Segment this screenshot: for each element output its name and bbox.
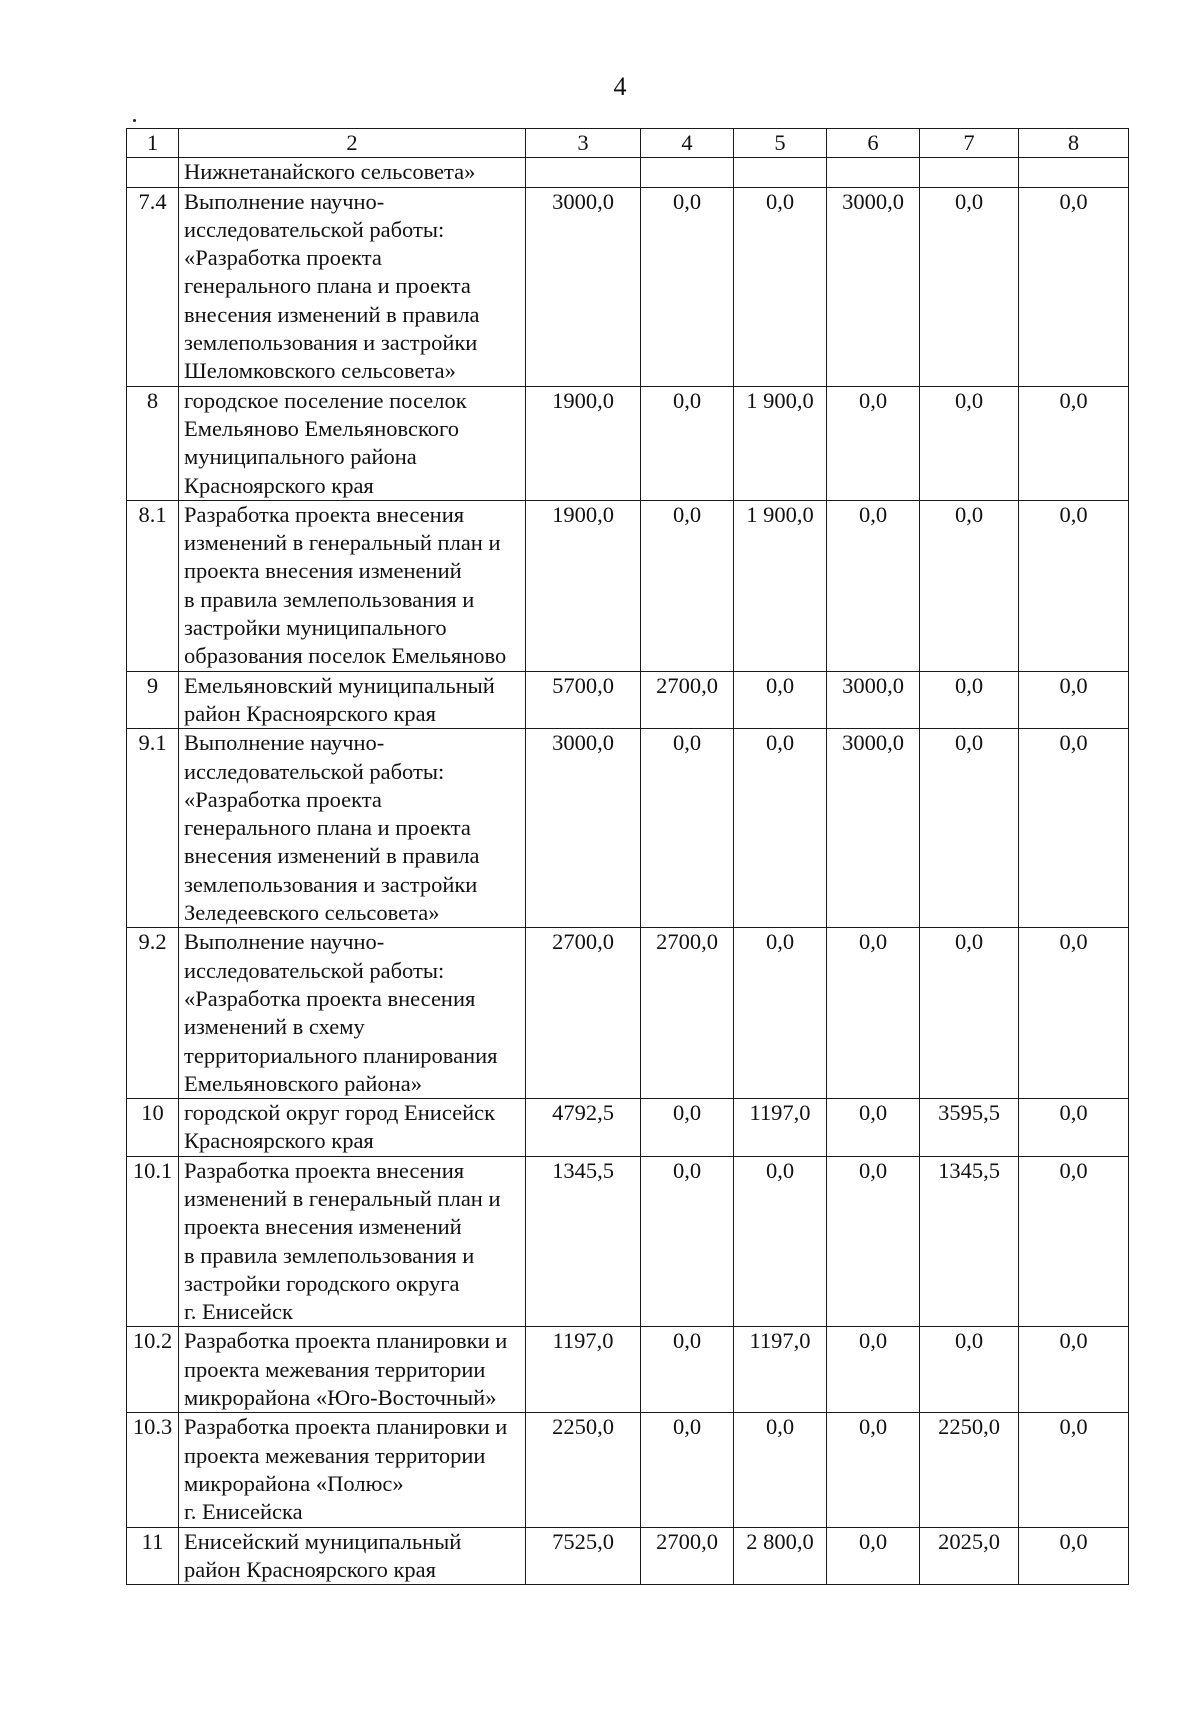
description-line: изменений в генеральный план и xyxy=(184,1185,501,1211)
amount-cell: 2025,0 xyxy=(920,1527,1019,1585)
amount-cell: 3000,0 xyxy=(827,729,920,928)
amount-cell: 5700,0 xyxy=(526,671,641,729)
amount-cell: 0,0 xyxy=(734,1156,827,1327)
table-row xyxy=(127,500,1129,671)
column-number: 6 xyxy=(827,129,920,158)
amount-cell: 0,0 xyxy=(920,671,1019,729)
description-line: Емельяновский муниципальный xyxy=(184,672,495,698)
table-row xyxy=(127,187,1129,386)
column-number: 1 xyxy=(127,129,179,158)
amount-cell: 0,0 xyxy=(920,386,1019,500)
amount-cell: 1197,0 xyxy=(526,1327,641,1413)
amount-cell: 7525,0 xyxy=(526,1527,641,1585)
table-row xyxy=(127,671,1129,729)
row-number-cell: 10 xyxy=(127,1099,179,1157)
description-cell xyxy=(179,1156,526,1327)
description-line: внесения изменений в правила xyxy=(184,843,480,869)
amount-cell: 3000,0 xyxy=(827,187,920,386)
description-cell xyxy=(179,671,526,729)
row-number-cell: 7.4 xyxy=(127,187,179,386)
description-line: городской округ город Енисейск xyxy=(184,1100,496,1126)
amount-cell: 2 800,0 xyxy=(734,1527,827,1585)
amount-cell: 2700,0 xyxy=(641,1527,734,1585)
row-number-cell: 11 xyxy=(127,1527,179,1585)
amount-cell xyxy=(920,158,1019,187)
table-row xyxy=(127,1099,1129,1157)
amount-cell: 0,0 xyxy=(641,386,734,500)
amount-cell: 0,0 xyxy=(641,500,734,671)
amount-cell: 1197,0 xyxy=(734,1327,827,1413)
description-line: исследовательской работы: xyxy=(184,758,445,784)
row-number-cell: 10.2 xyxy=(127,1327,179,1413)
row-number-cell: 8.1 xyxy=(127,500,179,671)
amount-cell xyxy=(641,158,734,187)
amount-cell xyxy=(526,158,641,187)
amount-cell: 0,0 xyxy=(1019,386,1129,500)
table-row xyxy=(127,1413,1129,1527)
amount-cell: 1900,0 xyxy=(526,500,641,671)
page-number: 4 xyxy=(613,72,627,101)
column-number: 3 xyxy=(526,129,641,158)
description-line: генерального плана и проекта xyxy=(184,273,471,299)
description-line: исследовательской работы: xyxy=(184,957,445,983)
description-line: Шеломковского сельсовета» xyxy=(184,358,456,384)
amount-cell: 0,0 xyxy=(920,1327,1019,1413)
amount-cell: 2700,0 xyxy=(641,928,734,1099)
description-line: городское поселение поселок xyxy=(184,387,467,413)
description-line: Зеледеевского сельсовета» xyxy=(184,900,440,926)
amount-cell: 3000,0 xyxy=(526,729,641,928)
amount-cell: 1345,5 xyxy=(526,1156,641,1327)
amount-cell: 2700,0 xyxy=(526,928,641,1099)
description-cell xyxy=(179,1413,526,1527)
amount-cell: 0,0 xyxy=(1019,928,1129,1099)
amount-cell: 0,0 xyxy=(920,187,1019,386)
amount-cell: 0,0 xyxy=(827,1413,920,1527)
amount-cell: 1345,5 xyxy=(920,1156,1019,1327)
description-line: «Разработка проекта xyxy=(184,245,382,271)
column-number: 2 xyxy=(179,129,526,158)
amount-cell: 0,0 xyxy=(641,1099,734,1157)
row-number-cell: 10.3 xyxy=(127,1413,179,1527)
table-row xyxy=(127,386,1129,500)
description-line: территориального планирования xyxy=(184,1042,498,1068)
row-number-cell: 9 xyxy=(127,671,179,729)
amount-cell: 0,0 xyxy=(1019,1156,1129,1327)
description-line: Разработка проекта внесения xyxy=(184,501,465,527)
table-row xyxy=(127,1327,1129,1413)
description-cell xyxy=(179,158,526,187)
scan-dot xyxy=(133,119,136,122)
description-line: проекта внесения изменений xyxy=(184,558,462,584)
amount-cell: 0,0 xyxy=(920,928,1019,1099)
table-row xyxy=(127,729,1129,928)
description-cell xyxy=(179,729,526,928)
amount-cell: 0,0 xyxy=(641,1327,734,1413)
description-line: Разработка проекта планировки и xyxy=(184,1328,508,1354)
amount-cell: 0,0 xyxy=(920,729,1019,928)
description-line: внесения изменений в правила xyxy=(184,301,480,327)
description-line: Емельяново Емельяновского xyxy=(184,415,459,441)
amount-cell: 0,0 xyxy=(1019,187,1129,386)
column-number: 8 xyxy=(1019,129,1129,158)
amount-cell: 3595,5 xyxy=(920,1099,1019,1157)
amount-cell xyxy=(1019,158,1129,187)
amount-cell: 3000,0 xyxy=(827,671,920,729)
description-line: исследовательской работы: xyxy=(184,216,445,242)
description-line: проекта внесения изменений xyxy=(184,1214,462,1240)
table-row xyxy=(127,928,1129,1099)
amount-cell: 1 900,0 xyxy=(734,386,827,500)
description-line: Разработка проекта внесения xyxy=(184,1157,465,1183)
row-number-cell: 10.1 xyxy=(127,1156,179,1327)
amount-cell: 0,0 xyxy=(1019,500,1129,671)
amount-cell: 0,0 xyxy=(1019,1527,1129,1585)
description-cell xyxy=(179,1099,526,1157)
description-cell xyxy=(179,386,526,500)
description-line: генерального плана и проекта xyxy=(184,815,471,841)
amount-cell: 0,0 xyxy=(734,928,827,1099)
description-line: г. Енисейска xyxy=(184,1499,303,1525)
amount-cell: 0,0 xyxy=(734,1413,827,1527)
description-line: проекта межевания территории xyxy=(184,1442,486,1468)
column-number: 7 xyxy=(920,129,1019,158)
description-line: муниципального района xyxy=(184,444,417,470)
amount-cell xyxy=(734,158,827,187)
amount-cell: 0,0 xyxy=(641,1413,734,1527)
description-cell xyxy=(179,1327,526,1413)
description-line: изменений в схему xyxy=(184,1014,365,1040)
description-line: в правила землепользования и xyxy=(184,586,475,612)
amount-cell: 0,0 xyxy=(734,671,827,729)
amount-cell: 0,0 xyxy=(641,1156,734,1327)
amount-cell: 0,0 xyxy=(1019,1413,1129,1527)
row-number-cell: 8 xyxy=(127,386,179,500)
funding-table xyxy=(126,128,1129,1585)
description-line: в правила землепользования и xyxy=(184,1242,475,1268)
description-line: Емельяновского района» xyxy=(184,1070,422,1096)
amount-cell: 0,0 xyxy=(641,729,734,928)
amount-cell: 0,0 xyxy=(734,729,827,928)
description-line: Красноярского края xyxy=(184,472,374,498)
column-number-row xyxy=(127,129,1129,158)
amount-cell: 4792,5 xyxy=(526,1099,641,1157)
description-line: Красноярского края xyxy=(184,1128,374,1154)
amount-cell: 0,0 xyxy=(920,500,1019,671)
description-line: Выполнение научно- xyxy=(184,188,385,214)
amount-cell: 2250,0 xyxy=(526,1413,641,1527)
row-number-cell xyxy=(127,158,179,187)
amount-cell: 0,0 xyxy=(1019,1099,1129,1157)
description-line: изменений в генеральный план и xyxy=(184,530,501,556)
description-line: Разработка проекта планировки и xyxy=(184,1414,508,1440)
amount-cell: 0,0 xyxy=(827,500,920,671)
description-cell xyxy=(179,928,526,1099)
amount-cell: 1900,0 xyxy=(526,386,641,500)
description-line: микрорайона «Юго-Восточный» xyxy=(184,1385,497,1411)
amount-cell xyxy=(827,158,920,187)
amount-cell: 2700,0 xyxy=(641,671,734,729)
description-line: застройки муниципального xyxy=(184,615,447,641)
amount-cell: 0,0 xyxy=(734,187,827,386)
amount-cell: 0,0 xyxy=(827,386,920,500)
amount-cell: 0,0 xyxy=(1019,729,1129,928)
table-row xyxy=(127,1527,1129,1585)
column-number: 4 xyxy=(641,129,734,158)
description-cell xyxy=(179,187,526,386)
description-line: г. Енисейск xyxy=(184,1299,293,1325)
row-number-cell: 9.2 xyxy=(127,928,179,1099)
amount-cell: 0,0 xyxy=(641,187,734,386)
amount-cell: 0,0 xyxy=(1019,671,1129,729)
description-line: «Разработка проекта внесения xyxy=(184,985,476,1011)
description-line: Енисейский муниципальный xyxy=(184,1528,462,1554)
description-line: застройки городского округа xyxy=(184,1270,460,1296)
column-number: 5 xyxy=(734,129,827,158)
description-line: район Красноярского края xyxy=(184,700,436,726)
description-line: Выполнение научно- xyxy=(184,730,385,756)
description-line: Выполнение научно- xyxy=(184,929,385,955)
description-cell xyxy=(179,500,526,671)
amount-cell: 0,0 xyxy=(827,1527,920,1585)
description-line: землепользования и застройки xyxy=(184,871,478,897)
amount-cell: 3000,0 xyxy=(526,187,641,386)
description-line: землепользования и застройки xyxy=(184,330,478,356)
amount-cell: 0,0 xyxy=(827,1099,920,1157)
row-number-cell: 9.1 xyxy=(127,729,179,928)
amount-cell: 0,0 xyxy=(1019,1327,1129,1413)
description-line: образования поселок Емельяново xyxy=(184,643,507,669)
amount-cell: 0,0 xyxy=(827,1156,920,1327)
description-cell xyxy=(179,1527,526,1585)
table-row xyxy=(127,158,1129,187)
description-line: район Красноярского края xyxy=(184,1556,436,1582)
description-line: «Разработка проекта xyxy=(184,786,382,812)
amount-cell: 1197,0 xyxy=(734,1099,827,1157)
amount-cell: 0,0 xyxy=(827,1327,920,1413)
amount-cell: 0,0 xyxy=(827,928,920,1099)
table-row xyxy=(127,1156,1129,1327)
description-line: микрорайона «Полюс» xyxy=(184,1470,404,1496)
amount-cell: 2250,0 xyxy=(920,1413,1019,1527)
description-line: Нижнетанайского сельсовета» xyxy=(184,159,476,185)
description-line: проекта межевания территории xyxy=(184,1356,486,1382)
amount-cell: 1 900,0 xyxy=(734,500,827,671)
